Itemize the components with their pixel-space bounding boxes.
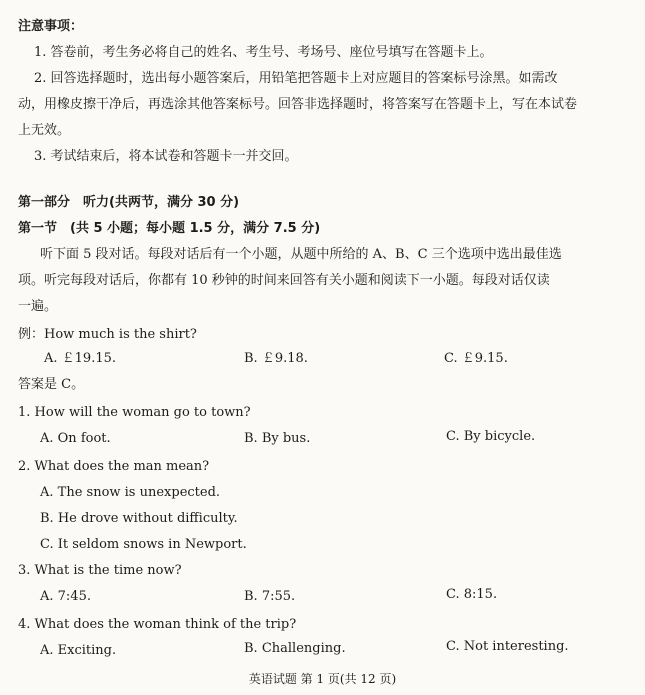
example-option-b: B. ￡9.18. [244, 351, 308, 366]
section-title: 第一节 (共 5 小题；每小题 1.5 分，满分 7.5 分) [18, 221, 321, 236]
q4-option-a: A. Exciting. [40, 643, 117, 658]
example-option-a: A. ￡19.15. [44, 351, 117, 366]
notice-item-2: 2. 回答选择题时，选出每小题答案后，用铅笔把答题卡上对应题目的答案标号涂黑。如需改 [34, 71, 558, 86]
q2-option-a: A. The snow is unexpected. [40, 485, 221, 500]
q4-option-b: B. Challenging. [244, 641, 346, 656]
notice-item-2-end: 上无效。 [18, 123, 71, 138]
example-answer: 答案是 C。 [18, 377, 85, 392]
notice-item-2-cont: 动，用橡皮擦干净后，再选涂其他答案标号。回答非选择题时，将答案写在答题卡上，写在本试卷 [18, 97, 578, 112]
q4-option-c: C. Not interesting. [446, 639, 569, 654]
example-option-c: C. ￡9.15. [444, 351, 508, 366]
q1-option-b: B. By bus. [244, 431, 311, 446]
notice-title: 注意事项： [18, 19, 84, 34]
q2-option-c: C. It seldom snows in Newport. [40, 537, 247, 552]
example-question: 例：How much is the shirt? [18, 327, 197, 342]
instruction-line-1: 听下面 5 段对话。每段对话后有一个小题，从题中所给的 A、B、C 三个选项中选出最佳选 [40, 247, 562, 262]
question-2: 2. What does the man mean? [18, 459, 210, 474]
q2-option-b: B. He drove without difficulty. [40, 511, 238, 526]
notice-item-3: 3. 考试结束后，将本试卷和答题卡一并交回。 [34, 149, 298, 164]
question-1: 1. How will the woman go to town? [18, 405, 251, 420]
q1-option-a: A. On foot. [40, 431, 111, 446]
question-3: 3. What is the time now? [18, 563, 182, 578]
page-footer: 英语试题 第 1 页(共 12 页) [248, 672, 397, 686]
instruction-line-2: 项。听完每段对话后，你都有 10 秒钟的时间来回答有关小题和阅读下一小题。每段对话仅读 [18, 273, 550, 288]
instruction-line-3: 一遍。 [18, 299, 58, 314]
q3-option-c: C. 8:15. [446, 587, 498, 602]
q3-option-b: B. 7:55. [244, 589, 296, 604]
q1-option-c: C. By bicycle. [446, 429, 536, 444]
part-title: 第一部分 听力(共两节，满分 30 分) [18, 195, 240, 210]
q3-option-a: A. 7:45. [40, 589, 91, 604]
notice-item-1: 1. 答卷前，考生务必将自己的姓名、考生号、考场号、座位号填写在答题卡上。 [34, 45, 493, 60]
question-4: 4. What does the woman think of the trip? [18, 617, 297, 632]
